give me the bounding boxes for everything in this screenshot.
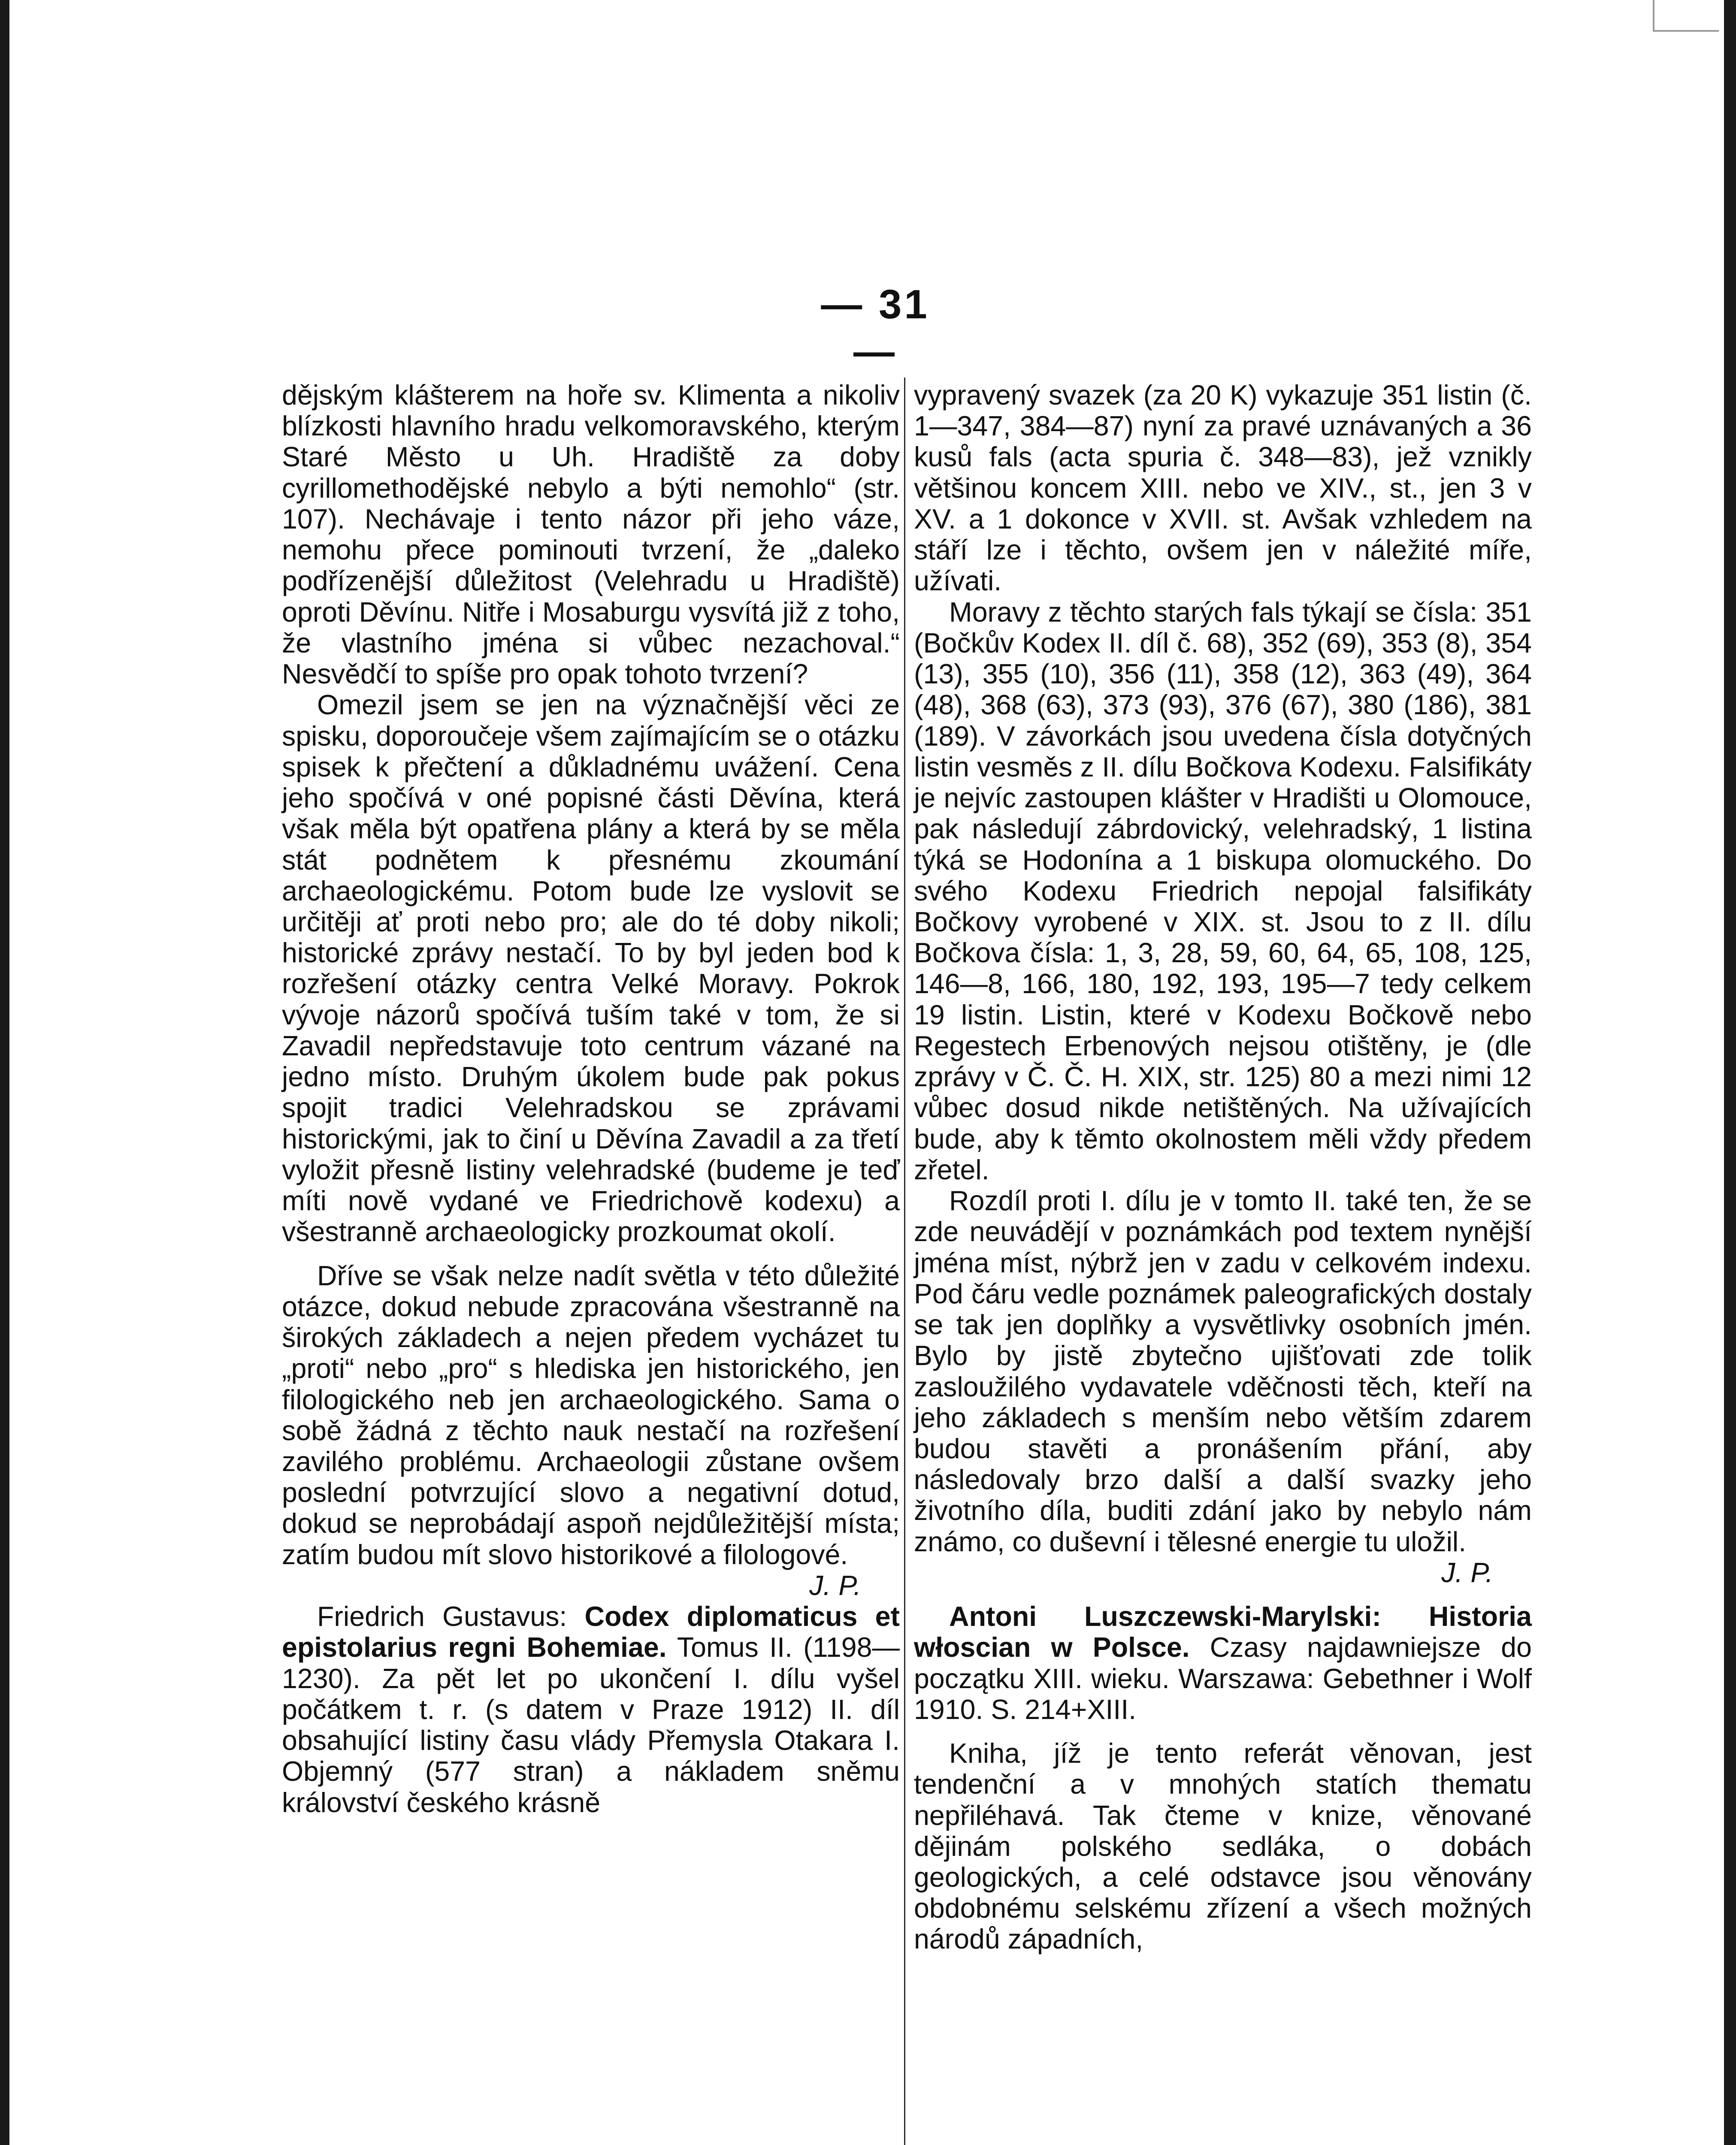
review-title: Codex diplomaticus et epistolarius regni Bohemiae. (282, 1601, 900, 1663)
right-paragraph-2: Moravy z těchto starých fals týkají se čísla: 351 (Bočkův Kodex II. díl č. 68), 352 (69), 353 (8), 354 (13), 355 (10), 356 (11), 358 (12), 363 (49), 364 (48), 368 (63), 373 (93), 376 (67), 380 (186), 381 (189). V závorkách jsou uvedena čísla dotyčných listin vesměs z II. dílu Bočkova Kodexu. Falsifikáty je nejvíc zastoupen klášter v Hradišti u Olomouce, pak následují zábrdovický, velehradský, 1 listina týká se Hodonína a 1 biskupa olomuckého. Do svého Kodexu Friedrich nepojal falsifikáty Bočkovy vyrobené v XIX. st. Jsou to z II. dílu Bočkova čísla: 1, 3, 28, 59, 60, 64, 65, 108, 125, 146—8, 166, 180, 192, 193, 195—7 tedy celkem 19 listin. Listin, které v Kodexu Bočkově nebo Regestech Erbenových nejsou otištěny, je (dle zprávy v Č. Č. H. XIX, str. 125) 80 a mezi nimi 12 vůbec dosud nikde netištěných. Na užívajících bude, aby k těmto okolnostem měli vždy předem zřetel. (914, 596, 1532, 1185)
right-paragraph-3 (914, 1185, 1532, 1588)
right-paragraph-1: vypravený svazek (za 20 K) vykazuje 351 listin (č. 1—347, 384—87) nyní za pravé uznávaných a 36 kusů fals (acta spuria č. 348—83), jež vznikly většinou koncem XIII. nebo ve XIV., st., jen 3 v XV. a 1 dokonce v XVII. st. Avšak vzhledem na stáří lze i těchto, ovšem jen v náležité míře, užívati. (914, 380, 1532, 597)
left-paragraph-3-text: Dříve se však nelze nadít světla v této důležité otázce, dokud nebude zpracována všestranně na širokých základech a nejen předem vycházet tu „proti“ nebo „pro“ s hlediska jen historického, jen filologického neb jen archaeologického. Sama o sobě žádná z těchto nauk nestačí na rozřešení zavilého problému. Archaeologii zůstane ovšem poslední potvrzující slovo a negativní dotud, dokud se neprobádají aspoň nejdůležitější místa; zatím budou mít slovo historikové a filologové. (282, 1260, 900, 1570)
review-author: Friedrich Gustavus: (317, 1601, 585, 1632)
review-historia-title: Antoni Luszczewski-Marylski: Historia włoscian w Polsce. (914, 1601, 1532, 1663)
scan-left-edge (0, 0, 9, 2145)
right-paragraph-3-text: Rozdíl proti I. dílu je v tomto II. také ten, že se zde neuvádějí v poznámkách pod textem nynější jména míst, nýbrž jen v zadu v celkovém indexu. Pod čáru vedle poznámek paleografických dostaly se tak jen doplňky a vysvětlivky osobních jmén. Bylo by jistě zbytečno ujišťovati zde tolik zasloužilého vydavatele vděčnosti těch, kteří na jeho základech s menším nebo větším zdarem budou stavěti a pronášením přání, aby následovaly brzo další a další svazky jeho životního díla, buditi zdání jako by nebylo nám známo, co duševní i tělesné energie tu uložil. (914, 1185, 1532, 1557)
column-divider (904, 378, 905, 2145)
left-paragraph-2: Omezil jsem se jen na význačnější věci ze spisku, doporoučeje všem zajímajícím se o otázku spisek k přečtení a důkladnému uvážení. Cena jeho spočívá v oné popisné části Děvína, která však měla být opatřena plány a která by se měla stát podnětem k přesnému zkoumání archaeologickému. Potom bude lze vyslovit se určitěji ať proti nebo pro; ale do té doby nikoli; historické zprávy nestačí. To by byl jeden bod k rozřešení otázky centra Velké Moravy. Pokrok vývoje názorů spočívá tuším také v tom, že si Zavadil nepředstavuje toto centrum vázané na jedno místo. Druhým úkolem bude pak pokus spojit tradici Velehradskou se zprávami historickými, jak to činí u Děvína Zavadil a za třetí vyložit přesně listiny velehradské (budeme je teď míti nově vydané ve Friedrichově kodexu) a všestranně archaeologicky prozkoumat okolí. (282, 689, 900, 1248)
review-historia-text: Czasy najdawniejsze do początku XIII. wieku. Warszawa: Gebethner i Wolf 1910. S. 214+XIII. (914, 1632, 1532, 1725)
scan-corner-mark (1653, 0, 1719, 32)
review-historia (914, 1601, 1532, 1725)
signature: J. P. (1441, 1557, 1493, 1588)
left-column (282, 380, 900, 1818)
right-column (914, 380, 1532, 1955)
left-paragraph-1: dějským klášterem na hoře sv. Klimenta a nikoliv blízkosti hlavního hradu velkomoravského, kterým Staré Město u Uh. Hradiště za doby cyrillomethodějské nebylo a býti nemohlo“ (str. 107). Nechávaje i tento názor při jeho váze, nemohu přece pominouti tvrzení, že „daleko podřízenější důležitost (Velehradu u Hradiště) oproti Děvínu. Nitře i Mosaburgu vysvítá již z toho, že vlastního jména si vůbec nezachoval.“ Nesvědčí to spíše pro opak tohoto tvrzení? (282, 380, 900, 690)
page-number: — 31 — (821, 281, 930, 375)
signature: J. P. (809, 1570, 861, 1601)
scan-right-edge (1724, 0, 1736, 2145)
right-paragraph-5: Kniha, jíž je tento referát věnovan, jest tendenční a v mnohých statích thematu nepřiléhavá. Tak čteme v knize, věnované dějinám polského sedláka, o dobách geologických, a celé odstavce jsou věnovány obdobnému selskému zřízení a všech možných národů západních, (914, 1738, 1532, 1955)
left-paragraph-3 (282, 1260, 900, 1601)
review-text: Tomus II. (1198—1230). Za pět let po ukončení I. dílu vyšel počátkem t. r. (s datem v Praze 1912) II. díl obsahující listiny času vlády Přemysla Otakara I. Objemný (577 stran) a nákladem sněmu království českého krásně (282, 1632, 900, 1818)
review-codex (282, 1601, 900, 1818)
